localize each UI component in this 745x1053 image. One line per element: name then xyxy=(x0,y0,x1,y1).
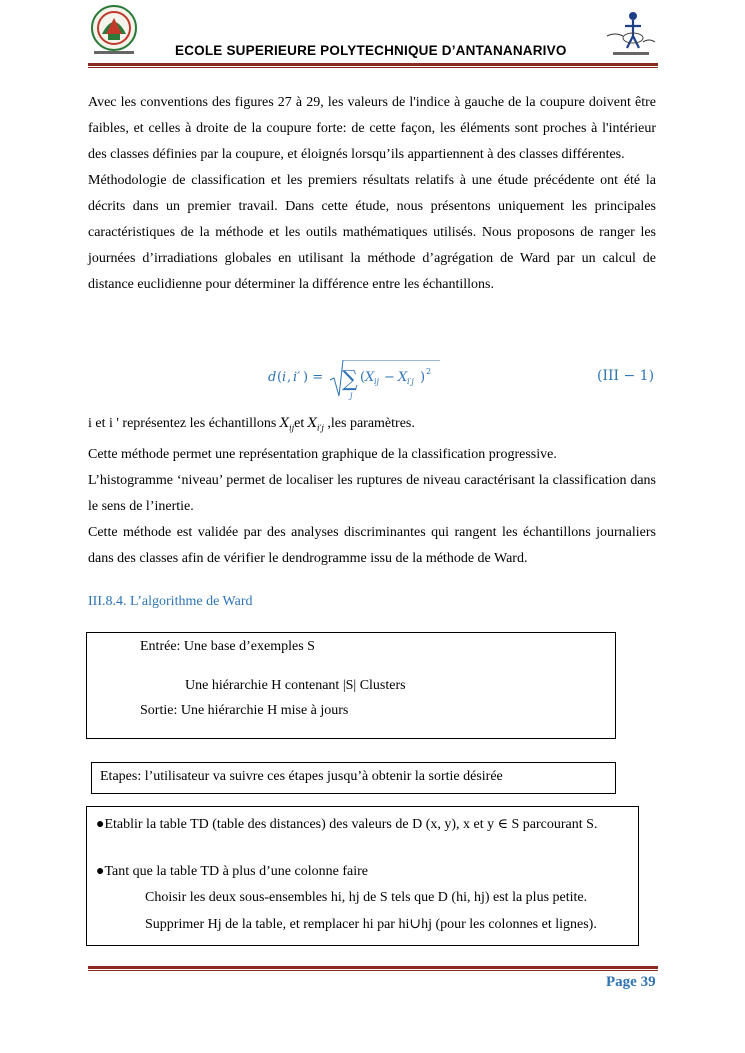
formula-number: (III − 1) xyxy=(597,368,655,384)
svg-text:): ) xyxy=(420,370,426,385)
svg-text:) =: ) = xyxy=(303,370,324,385)
variable-xij: $X_{ij}$ xyxy=(279,416,295,433)
paragraph-4: L’histogramme ‘niveau’ permet de localiser les ruptures de niveau caractérisant la classification dans le sens de l’inertie. xyxy=(88,472,656,514)
engineering-figure-icon xyxy=(603,6,657,60)
box3-step2: ●Tant que la table TD à plus d’une colonne faire xyxy=(96,864,368,879)
header-rule-thin xyxy=(88,67,658,68)
svg-text:ij: ij xyxy=(374,377,380,386)
svg-text:X: X xyxy=(365,370,375,385)
body-text-top xyxy=(88,90,656,298)
variables-middle: et xyxy=(294,416,305,431)
svg-text:∑: ∑ xyxy=(342,367,358,392)
paragraph-5: Cette méthode est validée par des analyses discriminantes qui rangent les échantillons journaliers dans des classes afin de vérifier le dendrogramme issu de la méthode de Ward. xyxy=(88,524,656,566)
paragraph-2: Méthodologie de classification et les premiers résultats relatifs à une étude précédente ont été la décrits dans un premier travail. Dans cette étude, nous présentons uniquement les principales caractéristiques de la méthode et les outils mathématiques utilisés. Nous proposons de ranger les journées d’irradiations globales en utilisant la méthode d’agrégation de Ward par un calcul de distance euclidienne pour déterminer la différence entre les échantillons. xyxy=(88,173,656,292)
variable-xi-prime-j: $X_{i'j}$ xyxy=(307,416,324,433)
box3-step2a: Choisir les deux sous-ensembles hi, hj de S tels que D (hi, hj) est la plus petite. xyxy=(145,890,588,905)
page-number: Page 39 xyxy=(606,974,656,990)
variables-line xyxy=(88,411,656,442)
svg-text:i′: i′ xyxy=(293,370,301,385)
svg-text:d: d xyxy=(268,370,277,385)
paragraph-1: Avec les conventions des figures 27 à 29, les valeurs de l'indice à gauche de la coupure doivent être faibles, et celles à droite de la coupure forte: de cette façon, les éléments sont proches à l'intérieur des classes définies par la coupure, et éloignés lorsqu’ils appartiennent à des classes différentes. xyxy=(88,95,656,162)
svg-text:j: j xyxy=(350,391,353,400)
variables-suffix: ,les paramètres. xyxy=(327,416,415,431)
svg-text:(: ( xyxy=(360,370,366,385)
box3-step2b: Supprimer Hj de la table, et remplacer hi par hi∪hj (pour les colonnes et lignes). xyxy=(145,917,597,932)
footer-rule xyxy=(88,966,658,969)
box1-input: Entrée: Une base d’exemples S xyxy=(140,639,315,654)
section-heading: III.8.4. L’algorithme de Ward xyxy=(88,594,253,609)
header-rule xyxy=(88,63,658,66)
paragraph-3: Cette méthode permet une représentation graphique de la classification progressive. xyxy=(88,446,557,462)
university-crest-icon xyxy=(88,4,140,58)
svg-text:−: − xyxy=(384,370,395,385)
svg-text:X: X xyxy=(398,370,408,385)
svg-text:2: 2 xyxy=(426,367,432,376)
algorithm-steps-box xyxy=(86,806,639,946)
algorithm-steps-header-box xyxy=(91,762,616,794)
variables-prefix: i et i ' représentez les échantillons xyxy=(88,416,277,431)
box1-output: Sortie: Une hiérarchie H mise à jours xyxy=(140,703,349,718)
header-title: ECOLE SUPERIEURE POLYTECHNIQUE D’ANTANANARIVO xyxy=(175,43,567,58)
body-text-bottom xyxy=(88,411,656,572)
svg-text:i: i xyxy=(282,370,287,385)
algorithm-io-box xyxy=(86,632,616,739)
box3-step1: ●Etablir la table TD (table des distances) des valeurs de D (x, y), x et y ∈ S parcourant S. xyxy=(96,817,598,832)
box2-steps: Etapes: l’utilisateur va suivre ces étapes jusqu’à obtenir la sortie désirée xyxy=(100,769,503,784)
svg-text:(: ( xyxy=(277,370,283,385)
svg-text:,: , xyxy=(287,370,292,385)
svg-text:i′j: i′j xyxy=(407,377,414,386)
box1-hierarchy: Une hiérarchie H contenant |S| Clusters xyxy=(185,678,406,693)
footer-rule-thin xyxy=(88,970,658,971)
